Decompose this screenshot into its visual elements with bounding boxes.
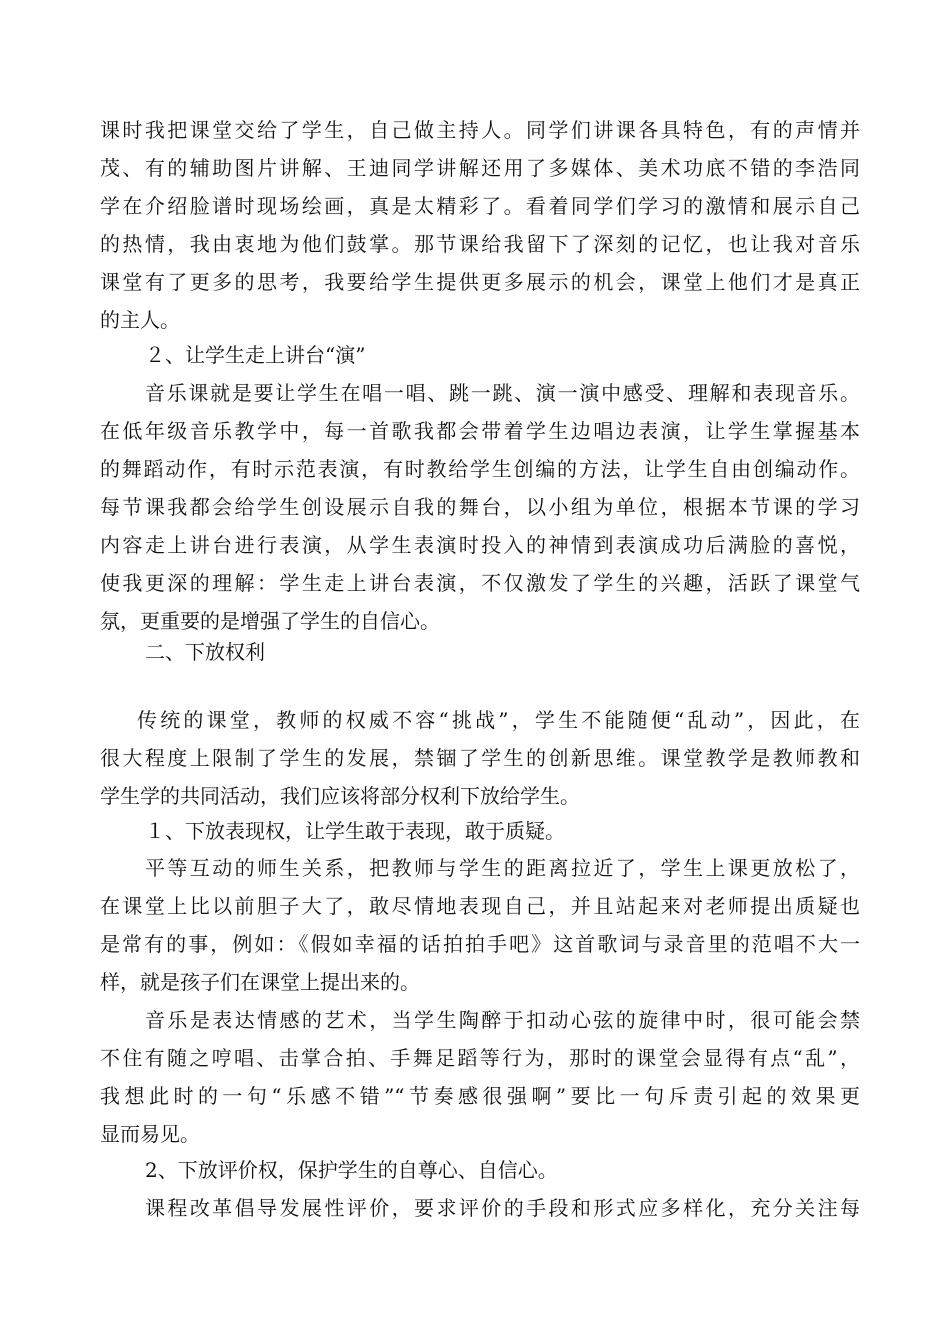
paragraph-line: 音乐课就是要让学生在唱一唱、跳一跳、演一演中感受、理解和表现音乐。 [145,381,860,405]
paragraph-line: 平等互动的师生关系，把教师与学生的距离拉近了，学生上课更放松了， [145,856,860,880]
paragraph-line: 传统的课堂，教师的权威不容“挑战”，学生不能随便“乱动”，因此，在 [137,708,860,732]
subheading: 2、下放评价权，保护学生的自尊心、自信心。 [145,1158,558,1182]
paragraph-line: 茂、有的辅助图片讲解、王迪同学讲解还用了多媒体、美术功底不错的李浩同 [100,156,860,180]
paragraph-line: 学在介绍脸谱时现场绘画，真是太精彩了。看着同学们学习的激情和展示自己 [100,194,860,218]
subheading: １、下放表现权，让学生敢于表现，敢于质疑。 [145,819,565,843]
paragraph-line: 不住有随之哼唱、击掌合拍、手舞足蹈等行为，那时的课堂会显得有点“乱”， [100,1046,860,1070]
paragraph-line: 内容走上讲台进行表演，从学生表演时投入的神情到表演成功后满脸的喜悦， [100,533,860,557]
paragraph-line: 每节课我都会给学生创设展示自我的舞台，以小组为单位，根据本节课的学习 [100,495,860,519]
paragraph-line: 我想此时的一句“乐感不错”“节奏感很强啊”要比一句斥责引起的效果更 [100,1084,860,1108]
paragraph-line: 使我更深的理解：学生走上讲台表演，不仅激发了学生的兴趣，活跃了课堂气 [100,571,860,595]
paragraph-line: 在课堂上比以前胆子大了，敢尽情地表现自己，并且站起来对老师提出质疑也 [100,894,860,918]
paragraph-line: 学生学的共同活动，我们应该将部分权利下放给学生。 [100,784,580,808]
paragraph-line: 课时我把课堂交给了学生，自己做主持人。同学们讲课各具特色，有的声情并 [100,118,860,142]
paragraph-line: 在低年级音乐教学中，每一首歌我都会带着学生边唱边表演，让学生掌握基本 [100,419,860,443]
subheading: ２、让学生走上讲台“演” [145,343,366,367]
paragraph-line: 很大程度上限制了学生的发展，禁锢了学生的创新思维。课堂教学是教师教和 [100,746,860,770]
paragraph-line: 是常有的事，例如：《假如幸福的话拍拍手吧》这首歌词与录音里的范唱不大一 [100,932,860,956]
paragraph-line: 的主人。 [100,308,180,332]
paragraph-line: 样，就是孩子们在课堂上提出来的。 [100,970,420,994]
section-heading: 二、下放权利 [145,640,265,664]
paragraph-line: 显而易见。 [100,1122,200,1146]
paragraph-line: 氛，更重要的是增强了学生的自信心。 [100,609,440,633]
paragraph-line: 的热情，我由衷地为他们鼓掌。那节课给我留下了深刻的记忆，也让我对音乐 [100,232,860,256]
paragraph-line: 的舞蹈动作，有时示范表演，有时教给学生创编的方法，让学生自由创编动作。 [100,457,860,481]
paragraph-line: 课程改革倡导发展性评价，要求评价的手段和形式应多样化，充分关注每 [145,1196,860,1220]
paragraph-line: 音乐是表达情感的艺术，当学生陶醉于扣动心弦的旋律中时，很可能会禁 [145,1008,860,1032]
paragraph-line: 课堂有了更多的思考，我要给学生提供更多展示的机会，课堂上他们才是真正 [100,270,860,294]
